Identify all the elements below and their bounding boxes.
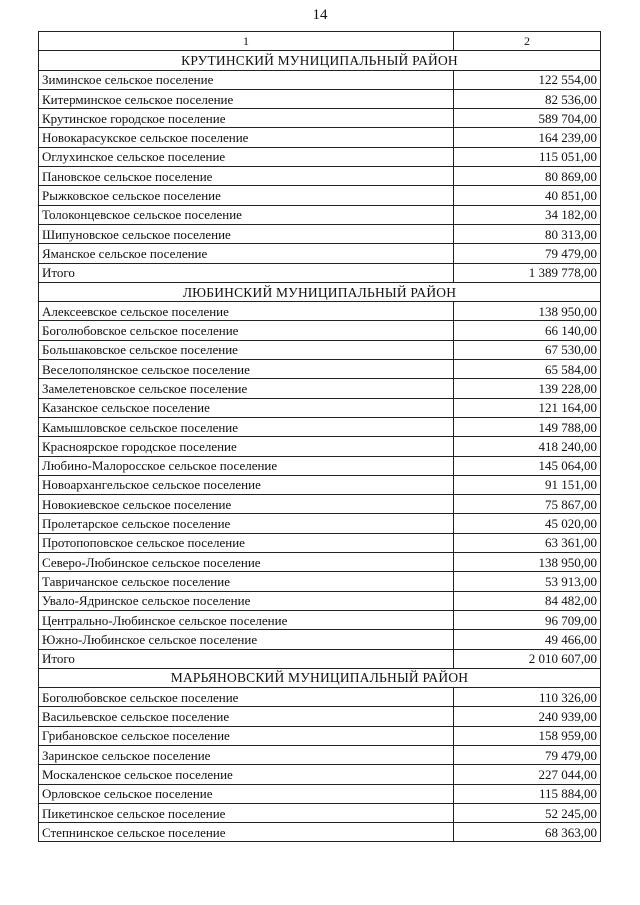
amount-value: 68 363,00	[454, 823, 601, 842]
table-row	[39, 784, 601, 803]
table-row	[39, 340, 601, 359]
settlement-name: Крутинское городское поселение	[39, 109, 454, 128]
settlement-name: Новокиевское сельское поселение	[39, 495, 454, 514]
amount-value: 79 479,00	[454, 745, 601, 764]
settlement-name: Увало-Ядринское сельское поселение	[39, 591, 454, 610]
table-row	[39, 224, 601, 243]
table-row	[39, 186, 601, 205]
table-row	[39, 109, 601, 128]
section-header-row	[39, 282, 601, 301]
settlement-name: Алексеевское сельское поселение	[39, 302, 454, 321]
settlement-name: Васильевское сельское поселение	[39, 707, 454, 726]
settlement-name: Зиминское сельское поселение	[39, 70, 454, 89]
table-row	[39, 726, 601, 745]
settlement-name: Веселополянское сельское поселение	[39, 360, 454, 379]
amount-value: 115 884,00	[454, 784, 601, 803]
settlement-name: Красноярское городское поселение	[39, 437, 454, 456]
table-row	[39, 456, 601, 475]
table-row	[39, 475, 601, 494]
table-row	[39, 205, 601, 224]
settlement-name: Итого	[39, 263, 454, 282]
amount-value: 96 709,00	[454, 610, 601, 629]
amount-value: 80 313,00	[454, 224, 601, 243]
table-row	[39, 688, 601, 707]
amount-value: 67 530,00	[454, 340, 601, 359]
amount-value: 91 151,00	[454, 475, 601, 494]
amount-value: 45 020,00	[454, 514, 601, 533]
amount-value: 145 064,00	[454, 456, 601, 475]
amount-value: 34 182,00	[454, 205, 601, 224]
amount-value: 1 389 778,00	[454, 263, 601, 282]
table-row	[39, 572, 601, 591]
settlement-name: Пролетарское сельское поселение	[39, 514, 454, 533]
section-header-row	[39, 668, 601, 687]
table-row	[39, 167, 601, 186]
settlement-name: Яманское сельское поселение	[39, 244, 454, 263]
table-row	[39, 417, 601, 436]
amount-value: 139 228,00	[454, 379, 601, 398]
district-title: МАРЬЯНОВСКИЙ МУНИЦИПАЛЬНЫЙ РАЙОН	[39, 668, 601, 687]
table-row	[39, 533, 601, 552]
table-row	[39, 147, 601, 166]
table-row	[39, 89, 601, 108]
table-row	[39, 495, 601, 514]
amount-value: 52 245,00	[454, 803, 601, 822]
amount-value: 240 939,00	[454, 707, 601, 726]
amount-value: 82 536,00	[454, 89, 601, 108]
district-title: ЛЮБИНСКИЙ МУНИЦИПАЛЬНЫЙ РАЙОН	[39, 282, 601, 301]
settlement-name: Любино-Малоросское сельское поселение	[39, 456, 454, 475]
settlement-name: Китерминское сельское поселение	[39, 89, 454, 108]
amount-value: 164 239,00	[454, 128, 601, 147]
table-row	[39, 302, 601, 321]
table-row	[39, 398, 601, 417]
table-row	[39, 514, 601, 533]
settlement-name: Южно-Любинское сельское поселение	[39, 630, 454, 649]
amount-value: 110 326,00	[454, 688, 601, 707]
settlement-name: Толоконцевское сельское поселение	[39, 205, 454, 224]
amount-value: 75 867,00	[454, 495, 601, 514]
amount-value: 138 950,00	[454, 553, 601, 572]
amount-value: 49 466,00	[454, 630, 601, 649]
district-title: КРУТИНСКИЙ МУНИЦИПАЛЬНЫЙ РАЙОН	[39, 51, 601, 70]
table-header-row	[39, 32, 601, 51]
settlement-name: Боголюбовское сельское поселение	[39, 321, 454, 340]
table-row	[39, 128, 601, 147]
amount-value: 84 482,00	[454, 591, 601, 610]
settlement-name: Новоархангельское сельское поселение	[39, 475, 454, 494]
amount-value: 418 240,00	[454, 437, 601, 456]
settlement-name: Большаковское сельское поселение	[39, 340, 454, 359]
settlement-name: Тавричанское сельское поселение	[39, 572, 454, 591]
settlement-name: Шипуновское сельское поселение	[39, 224, 454, 243]
settlement-name: Рыжковское сельское поселение	[39, 186, 454, 205]
settlement-name: Камышловское сельское поселение	[39, 417, 454, 436]
table-row	[39, 803, 601, 822]
column-2-header: 2	[454, 32, 601, 51]
settlement-name: Итого	[39, 649, 454, 668]
amount-value: 40 851,00	[454, 186, 601, 205]
amount-value: 63 361,00	[454, 533, 601, 552]
amount-value: 589 704,00	[454, 109, 601, 128]
amount-value: 2 010 607,00	[454, 649, 601, 668]
settlement-name: Северо-Любинское сельское поселение	[39, 553, 454, 572]
settlement-name: Замелетеновское сельское поселение	[39, 379, 454, 398]
table-row	[39, 437, 601, 456]
amount-value: 121 164,00	[454, 398, 601, 417]
total-row	[39, 649, 601, 668]
settlement-name: Новокарасукское сельское поселение	[39, 128, 454, 147]
amount-value: 53 913,00	[454, 572, 601, 591]
settlement-name: Грибановское сельское поселение	[39, 726, 454, 745]
settlement-name: Степнинское сельское поселение	[39, 823, 454, 842]
table-row	[39, 823, 601, 842]
settlement-name: Казанское сельское поселение	[39, 398, 454, 417]
settlement-name: Оглухинское сельское поселение	[39, 147, 454, 166]
table-row	[39, 70, 601, 89]
amount-value: 158 959,00	[454, 726, 601, 745]
table-row	[39, 244, 601, 263]
total-row	[39, 263, 601, 282]
allocation-table	[38, 31, 601, 842]
settlement-name: Центрально-Любинское сельское поселение	[39, 610, 454, 629]
settlement-name: Москаленское сельское поселение	[39, 765, 454, 784]
table-row	[39, 321, 601, 340]
table-row	[39, 360, 601, 379]
table-row	[39, 745, 601, 764]
table-row	[39, 379, 601, 398]
table-row	[39, 707, 601, 726]
settlement-name: Пикетинское сельское поселение	[39, 803, 454, 822]
settlement-name: Орловское сельское поселение	[39, 784, 454, 803]
amount-value: 80 869,00	[454, 167, 601, 186]
amount-value: 138 950,00	[454, 302, 601, 321]
amount-value: 79 479,00	[454, 244, 601, 263]
table-row	[39, 630, 601, 649]
settlement-name: Пановское сельское поселение	[39, 167, 454, 186]
amount-value: 65 584,00	[454, 360, 601, 379]
settlement-name: Заринское сельское поселение	[39, 745, 454, 764]
amount-value: 122 554,00	[454, 70, 601, 89]
table-row	[39, 765, 601, 784]
amount-value: 115 051,00	[454, 147, 601, 166]
table-row	[39, 591, 601, 610]
settlement-name: Боголюбовское сельское поселение	[39, 688, 454, 707]
table-row	[39, 553, 601, 572]
page-number: 14	[312, 7, 328, 23]
amount-value: 227 044,00	[454, 765, 601, 784]
table-row	[39, 610, 601, 629]
amount-value: 66 140,00	[454, 321, 601, 340]
amount-value: 149 788,00	[454, 417, 601, 436]
section-header-row	[39, 51, 601, 70]
column-1-header: 1	[39, 32, 454, 51]
settlement-name: Протопоповское сельское поселение	[39, 533, 454, 552]
